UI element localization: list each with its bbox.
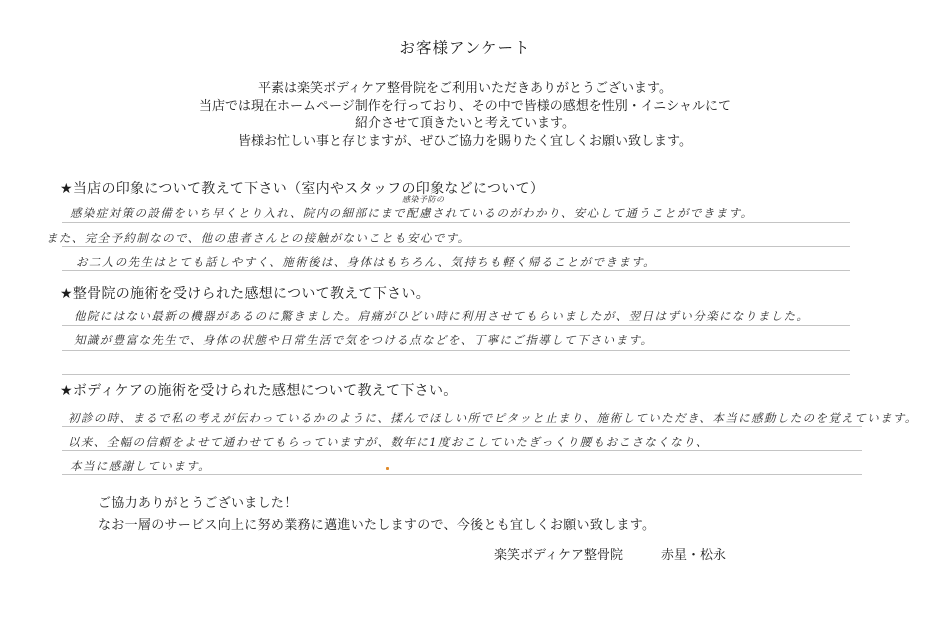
section-heading-impression: ★当店の印象について教えて下さい（室内やスタッフの印象などについて） bbox=[60, 181, 545, 197]
handwritten-answer: また、完全予約制なので、他の患者さんとの接触がないことも安心です。 bbox=[46, 231, 471, 245]
staff-names: 赤星・松永 bbox=[660, 548, 726, 563]
section-heading-osteopathy: ★整骨院の施術を受けられた感想について教えて下さい。 bbox=[60, 286, 431, 302]
answer-rule bbox=[62, 270, 850, 271]
closing-thanks: ご協力ありがとうございました！ bbox=[98, 496, 298, 511]
intro-line: 皆様お忙しい事と存じますが、ぜひご協力を賜りたく宜しくお願い致します。 bbox=[238, 133, 692, 149]
page-title: お客様アンケート bbox=[399, 39, 531, 57]
clinic-name: 楽笑ボディケア整骨院 bbox=[494, 548, 623, 563]
answer-rule bbox=[62, 474, 862, 475]
handwritten-answer: 本当に感謝しています。 bbox=[70, 459, 211, 473]
signature bbox=[494, 544, 764, 563]
answer-rule bbox=[62, 450, 862, 451]
closing-message: なお一層のサービス向上に努め業務に邁進いたしますので、今後とも宜しくお願い致します。 bbox=[98, 518, 656, 533]
intro-line: 平素は楽笑ボディケア整骨院をご利用いただきありがとうございます。 bbox=[258, 81, 672, 96]
answer-rule bbox=[62, 350, 850, 351]
answer-rule bbox=[62, 374, 850, 375]
handwritten-annotation: 感染予防の bbox=[402, 195, 445, 204]
handwritten-answer: 知識が豊富な先生で、身体の状態や日常生活で気をつける点などを、丁寧にご指導して下さいます。 bbox=[74, 333, 654, 347]
handwritten-answer: 初診の時、まるで私の考えが伝わっているかのように、揉んでほしい所でピタッと止まり、施術していただき、本当に感動したのを覚えています。 bbox=[68, 411, 918, 425]
handwritten-answer: お二人の先生はとても話しやすく、施術後は、身体はもちろん、気持ちも軽く帰ることができます。 bbox=[76, 255, 657, 269]
ink-mark bbox=[386, 467, 389, 470]
handwritten-answer: 他院にはない最新の機器があるのに驚きました。肩痛がひどい時に利用させてもらいましたが、翌日はずい分楽になりました。 bbox=[74, 309, 810, 323]
answer-rule bbox=[62, 222, 850, 223]
intro-line: 当店では現在ホームページ制作を行っており、その中で皆様の感想を性別・イニシャルにて bbox=[199, 98, 731, 114]
section-heading-bodycare: ★ボディケアの施術を受けられた感想について教えて下さい。 bbox=[60, 383, 458, 399]
answer-rule bbox=[62, 246, 850, 247]
answer-rule bbox=[62, 325, 850, 326]
intro-text bbox=[0, 80, 930, 150]
handwritten-answer: 以来、全幅の信頼をよせて通わせてもらっていますが、数年に1度おこしていたぎっくり腰もおこさなくなり、 bbox=[68, 435, 709, 449]
intro-line: 紹介させて頂きたいと考えています。 bbox=[355, 116, 575, 131]
answer-rule bbox=[62, 426, 862, 427]
handwritten-answer: 感染症対策の設備をいち早くとり入れ、院内の細部にまで配慮されているのがわかり、安心して通うことができます。 bbox=[70, 206, 754, 220]
